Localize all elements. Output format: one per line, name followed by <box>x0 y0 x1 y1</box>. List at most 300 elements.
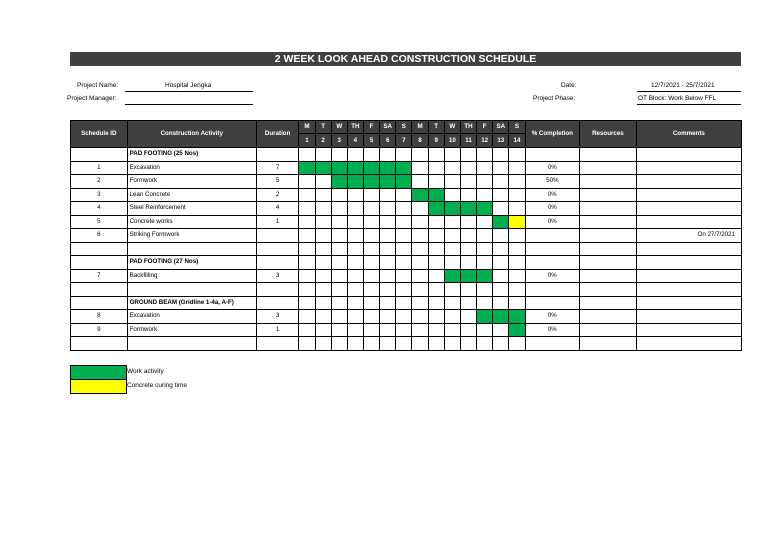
gantt-cell <box>428 161 444 175</box>
gantt-cell <box>477 337 493 351</box>
gantt-cell <box>380 202 396 216</box>
header-day: T <box>428 121 444 134</box>
completion-cell <box>525 242 580 256</box>
gantt-cell <box>380 148 396 162</box>
gantt-cell <box>331 337 347 351</box>
schedule-id-cell: 7 <box>71 269 128 283</box>
gantt-cell <box>363 215 379 229</box>
gantt-cell <box>412 256 428 270</box>
schedule-id-cell <box>71 283 128 297</box>
activity-cell: Formwork <box>127 323 256 337</box>
gantt-cell <box>299 296 315 310</box>
gantt-cell <box>396 296 412 310</box>
gantt-cell <box>493 202 509 216</box>
comments-cell <box>636 269 741 283</box>
gantt-cell <box>363 310 379 324</box>
duration-cell <box>256 229 298 243</box>
gantt-cell-work <box>477 202 493 216</box>
schedule-id-cell: 4 <box>71 202 128 216</box>
gantt-cell <box>428 323 444 337</box>
gantt-cell <box>299 242 315 256</box>
comments-cell: On 27/7/2021 <box>636 229 741 243</box>
gantt-cell <box>331 202 347 216</box>
header-day-number: 13 <box>493 134 509 148</box>
header-schedule-id: Schedule ID <box>71 121 128 148</box>
comments-cell <box>636 283 741 297</box>
gantt-cell <box>428 242 444 256</box>
project-name-underline <box>125 91 253 92</box>
header-day: W <box>331 121 347 134</box>
gantt-cell <box>412 283 428 297</box>
completion-cell <box>525 283 580 297</box>
duration-cell: 5 <box>256 175 298 189</box>
gantt-cell <box>412 175 428 189</box>
gantt-cell <box>460 256 476 270</box>
gantt-cell <box>396 269 412 283</box>
duration-cell: 7 <box>256 161 298 175</box>
completion-cell <box>525 148 580 162</box>
gantt-cell <box>315 175 331 189</box>
gantt-cell <box>444 161 460 175</box>
gantt-cell <box>477 229 493 243</box>
gantt-cell <box>315 242 331 256</box>
gantt-cell <box>363 256 379 270</box>
gantt-cell <box>380 256 396 270</box>
gantt-cell <box>299 175 315 189</box>
header-day: T <box>315 121 331 134</box>
gantt-cell <box>396 215 412 229</box>
gantt-cell <box>509 202 525 216</box>
activity-cell: PAD FOOTING (25 Nos) <box>127 148 256 162</box>
activity-cell: Lean Concrete <box>127 188 256 202</box>
gantt-cell <box>444 229 460 243</box>
gantt-cell <box>363 269 379 283</box>
activity-cell: Formwork <box>127 175 256 189</box>
gantt-cell <box>428 256 444 270</box>
gantt-cell <box>315 148 331 162</box>
gantt-cell-work <box>428 188 444 202</box>
gantt-cell-work <box>412 188 428 202</box>
duration-cell <box>256 283 298 297</box>
gantt-cell <box>460 175 476 189</box>
gantt-cell <box>412 269 428 283</box>
duration-cell <box>256 337 298 351</box>
resources-cell <box>580 310 637 324</box>
gantt-cell-work <box>380 161 396 175</box>
completion-cell <box>525 296 580 310</box>
gantt-cell <box>428 269 444 283</box>
gantt-cell <box>331 188 347 202</box>
gantt-cell <box>315 323 331 337</box>
gantt-cell-work <box>493 310 509 324</box>
activity-cell <box>127 283 256 297</box>
gantt-cell <box>380 310 396 324</box>
gantt-cell <box>509 256 525 270</box>
gantt-cell <box>331 256 347 270</box>
gantt-cell <box>331 242 347 256</box>
gantt-cell <box>477 175 493 189</box>
gantt-cell <box>331 269 347 283</box>
completion-cell: 0% <box>525 215 580 229</box>
gantt-cell <box>460 242 476 256</box>
comments-cell <box>636 175 741 189</box>
completion-cell <box>525 229 580 243</box>
table-row <box>71 175 742 189</box>
comments-cell <box>636 148 741 162</box>
duration-cell <box>256 242 298 256</box>
legend-label-work: Work activity <box>127 368 164 375</box>
header-duration: Duration <box>256 121 298 148</box>
gantt-cell <box>412 215 428 229</box>
gantt-cell-work <box>493 215 509 229</box>
gantt-cell-work <box>315 161 331 175</box>
gantt-cell <box>444 323 460 337</box>
schedule-title: 2 WEEK LOOK AHEAD CONSTRUCTION SCHEDULE <box>70 52 741 66</box>
gantt-cell <box>396 229 412 243</box>
project-name-value: Hospital Jengka <box>165 82 212 89</box>
comments-cell <box>636 188 741 202</box>
gantt-cell <box>444 188 460 202</box>
gantt-cell <box>299 337 315 351</box>
gantt-cell <box>299 148 315 162</box>
gantt-cell <box>380 188 396 202</box>
gantt-cell <box>396 188 412 202</box>
gantt-cell <box>412 310 428 324</box>
gantt-cell <box>315 310 331 324</box>
gantt-cell <box>444 175 460 189</box>
gantt-cell <box>412 229 428 243</box>
header-day: W <box>444 121 460 134</box>
gantt-cell <box>493 188 509 202</box>
header-resources: Resources <box>580 121 637 148</box>
gantt-cell <box>412 296 428 310</box>
gantt-cell <box>331 283 347 297</box>
comments-cell <box>636 337 741 351</box>
table-row <box>71 161 742 175</box>
gantt-cell-work <box>396 175 412 189</box>
gantt-cell <box>347 188 363 202</box>
project-phase-value: OT Block: Work Below FFL <box>638 95 717 102</box>
header-day-number: 14 <box>509 134 525 148</box>
activity-cell <box>127 337 256 351</box>
comments-cell <box>636 296 741 310</box>
gantt-cell <box>347 148 363 162</box>
duration-cell <box>256 256 298 270</box>
header-day-number: 5 <box>363 134 379 148</box>
schedule-id-cell: 6 <box>71 229 128 243</box>
header-day: SA <box>493 121 509 134</box>
activity-cell: Excavation <box>127 310 256 324</box>
gantt-cell <box>444 215 460 229</box>
gantt-cell <box>444 296 460 310</box>
comments-cell <box>636 202 741 216</box>
completion-cell: 0% <box>525 323 580 337</box>
table-row <box>71 323 742 337</box>
gantt-cell <box>509 242 525 256</box>
gantt-cell <box>380 242 396 256</box>
resources-cell <box>580 323 637 337</box>
comments-cell <box>636 310 741 324</box>
gantt-cell-work <box>380 175 396 189</box>
gantt-cell-work <box>509 310 525 324</box>
schedule-table <box>70 120 742 351</box>
gantt-cell <box>380 215 396 229</box>
gantt-cell-work <box>331 175 347 189</box>
project-manager-underline <box>125 104 253 105</box>
header-day: TH <box>347 121 363 134</box>
gantt-cell <box>412 148 428 162</box>
resources-cell <box>580 296 637 310</box>
gantt-cell <box>509 229 525 243</box>
gantt-cell <box>460 161 476 175</box>
gantt-cell-work <box>363 175 379 189</box>
gantt-cell-work <box>460 269 476 283</box>
gantt-cell <box>299 188 315 202</box>
gantt-cell <box>299 323 315 337</box>
gantt-cell <box>493 296 509 310</box>
gantt-cell <box>509 161 525 175</box>
gantt-cell <box>477 283 493 297</box>
header-day-number: 11 <box>460 134 476 148</box>
gantt-cell <box>315 188 331 202</box>
schedule-id-cell: 1 <box>71 161 128 175</box>
gantt-cell <box>363 229 379 243</box>
gantt-cell <box>347 296 363 310</box>
gantt-cell <box>493 229 509 243</box>
duration-cell <box>256 148 298 162</box>
gantt-cell <box>315 256 331 270</box>
header-day-number: 9 <box>428 134 444 148</box>
header-comments: Comments <box>636 121 741 148</box>
header-day: M <box>299 121 315 134</box>
project-phase-underline <box>637 104 741 105</box>
gantt-cell <box>493 242 509 256</box>
gantt-cell <box>460 323 476 337</box>
gantt-cell <box>460 283 476 297</box>
gantt-cell <box>347 229 363 243</box>
gantt-cell <box>347 269 363 283</box>
gantt-cell-work <box>396 161 412 175</box>
completion-cell: 50% <box>525 175 580 189</box>
schedule-id-cell: 9 <box>71 323 128 337</box>
gantt-cell <box>363 283 379 297</box>
gantt-cell <box>493 256 509 270</box>
legend-label-curing: Concrete curing time <box>127 382 187 389</box>
header-day: SA <box>380 121 396 134</box>
gantt-cell-work <box>347 161 363 175</box>
gantt-cell-curing <box>509 215 525 229</box>
gantt-cell <box>477 188 493 202</box>
header-day: M <box>412 121 428 134</box>
duration-cell <box>256 296 298 310</box>
gantt-cell <box>396 256 412 270</box>
gantt-cell <box>331 310 347 324</box>
activity-cell: PAD FOOTING (27 Nos) <box>127 256 256 270</box>
table-row <box>71 215 742 229</box>
gantt-cell <box>477 215 493 229</box>
gantt-cell <box>331 229 347 243</box>
gantt-cell <box>460 215 476 229</box>
header-day-number: 3 <box>331 134 347 148</box>
activity-cell: Steel Reinforcement <box>127 202 256 216</box>
header-construction-activity: Construction Activity <box>127 121 256 148</box>
gantt-cell <box>347 242 363 256</box>
gantt-cell <box>396 323 412 337</box>
gantt-cell-work <box>363 161 379 175</box>
header-day-number: 8 <box>412 134 428 148</box>
gantt-cell-work <box>428 202 444 216</box>
gantt-cell <box>444 337 460 351</box>
completion-cell <box>525 256 580 270</box>
gantt-cell <box>460 188 476 202</box>
gantt-cell <box>428 296 444 310</box>
gantt-cell <box>347 202 363 216</box>
gantt-cell <box>396 337 412 351</box>
gantt-cell <box>493 283 509 297</box>
resources-cell <box>580 242 637 256</box>
gantt-cell <box>347 215 363 229</box>
resources-cell <box>580 256 637 270</box>
gantt-cell <box>380 296 396 310</box>
section-row <box>71 148 742 162</box>
gantt-cell-work <box>444 269 460 283</box>
gantt-cell <box>380 229 396 243</box>
gantt-cell <box>396 202 412 216</box>
schedule-id-cell <box>71 296 128 310</box>
gantt-cell <box>412 337 428 351</box>
blank-row <box>71 242 742 256</box>
project-manager-label: Project Manager: <box>67 95 117 102</box>
gantt-cell <box>315 269 331 283</box>
gantt-cell <box>477 296 493 310</box>
gantt-cell <box>380 283 396 297</box>
resources-cell <box>580 269 637 283</box>
schedule-id-cell: 2 <box>71 175 128 189</box>
gantt-cell <box>460 310 476 324</box>
resources-cell <box>580 202 637 216</box>
header-day: TH <box>460 121 476 134</box>
schedule-id-cell <box>71 148 128 162</box>
gantt-cell <box>444 310 460 324</box>
gantt-cell <box>428 148 444 162</box>
gantt-cell <box>477 148 493 162</box>
comments-cell <box>636 215 741 229</box>
date-label: Date: <box>561 82 577 89</box>
gantt-cell <box>493 323 509 337</box>
blank-row <box>71 283 742 297</box>
gantt-cell <box>428 337 444 351</box>
resources-cell <box>580 161 637 175</box>
gantt-cell <box>363 202 379 216</box>
duration-cell: 3 <box>256 310 298 324</box>
table-row <box>71 269 742 283</box>
gantt-cell <box>396 242 412 256</box>
gantt-cell <box>493 175 509 189</box>
gantt-cell <box>363 296 379 310</box>
gantt-cell <box>460 337 476 351</box>
date-underline <box>637 91 741 92</box>
schedule-id-cell <box>71 242 128 256</box>
gantt-cell <box>509 283 525 297</box>
gantt-cell <box>460 296 476 310</box>
gantt-cell <box>331 323 347 337</box>
gantt-cell-work <box>477 269 493 283</box>
gantt-cell <box>412 202 428 216</box>
header-day-number: 4 <box>347 134 363 148</box>
completion-cell <box>525 337 580 351</box>
gantt-cell <box>315 202 331 216</box>
resources-cell <box>580 283 637 297</box>
schedule-rows <box>71 148 742 351</box>
gantt-cell <box>380 323 396 337</box>
gantt-cell <box>428 215 444 229</box>
gantt-cell <box>477 242 493 256</box>
gantt-cell <box>331 296 347 310</box>
header-day-number: 10 <box>444 134 460 148</box>
gantt-cell <box>347 310 363 324</box>
section-row <box>71 256 742 270</box>
gantt-cell <box>299 283 315 297</box>
gantt-cell <box>477 256 493 270</box>
duration-cell: 1 <box>256 215 298 229</box>
gantt-cell <box>509 175 525 189</box>
gantt-cell <box>363 188 379 202</box>
table-row <box>71 202 742 216</box>
gantt-cell <box>299 269 315 283</box>
header-day-number: 1 <box>299 134 315 148</box>
gantt-cell <box>428 175 444 189</box>
header-day: F <box>363 121 379 134</box>
gantt-cell-work <box>509 323 525 337</box>
activity-cell: Backfilling <box>127 269 256 283</box>
gantt-cell-work <box>460 202 476 216</box>
gantt-cell <box>347 337 363 351</box>
project-phase-label: Project Phase: <box>533 95 576 102</box>
resources-cell <box>580 148 637 162</box>
header-day: S <box>509 121 525 134</box>
gantt-cell <box>299 256 315 270</box>
gantt-cell <box>509 188 525 202</box>
header-day: S <box>396 121 412 134</box>
resources-cell <box>580 229 637 243</box>
schedule-id-cell: 5 <box>71 215 128 229</box>
comments-cell <box>636 323 741 337</box>
gantt-cell <box>380 337 396 351</box>
header-day-number: 12 <box>477 134 493 148</box>
gantt-cell <box>347 323 363 337</box>
gantt-cell <box>460 229 476 243</box>
gantt-cell <box>428 229 444 243</box>
activity-cell: Excavation <box>127 161 256 175</box>
section-row <box>71 296 742 310</box>
gantt-cell-work <box>444 202 460 216</box>
gantt-cell <box>509 337 525 351</box>
gantt-cell <box>396 283 412 297</box>
header-day: F <box>477 121 493 134</box>
gantt-cell <box>493 337 509 351</box>
duration-cell: 3 <box>256 269 298 283</box>
gantt-cell <box>444 148 460 162</box>
gantt-cell <box>331 215 347 229</box>
completion-cell: 0% <box>525 188 580 202</box>
schedule-id-cell <box>71 256 128 270</box>
gantt-cell <box>493 269 509 283</box>
gantt-cell-work <box>299 161 315 175</box>
project-name-label: Project Name: <box>77 82 119 89</box>
duration-cell: 4 <box>256 202 298 216</box>
completion-cell: 0% <box>525 269 580 283</box>
schedule-id-cell: 3 <box>71 188 128 202</box>
